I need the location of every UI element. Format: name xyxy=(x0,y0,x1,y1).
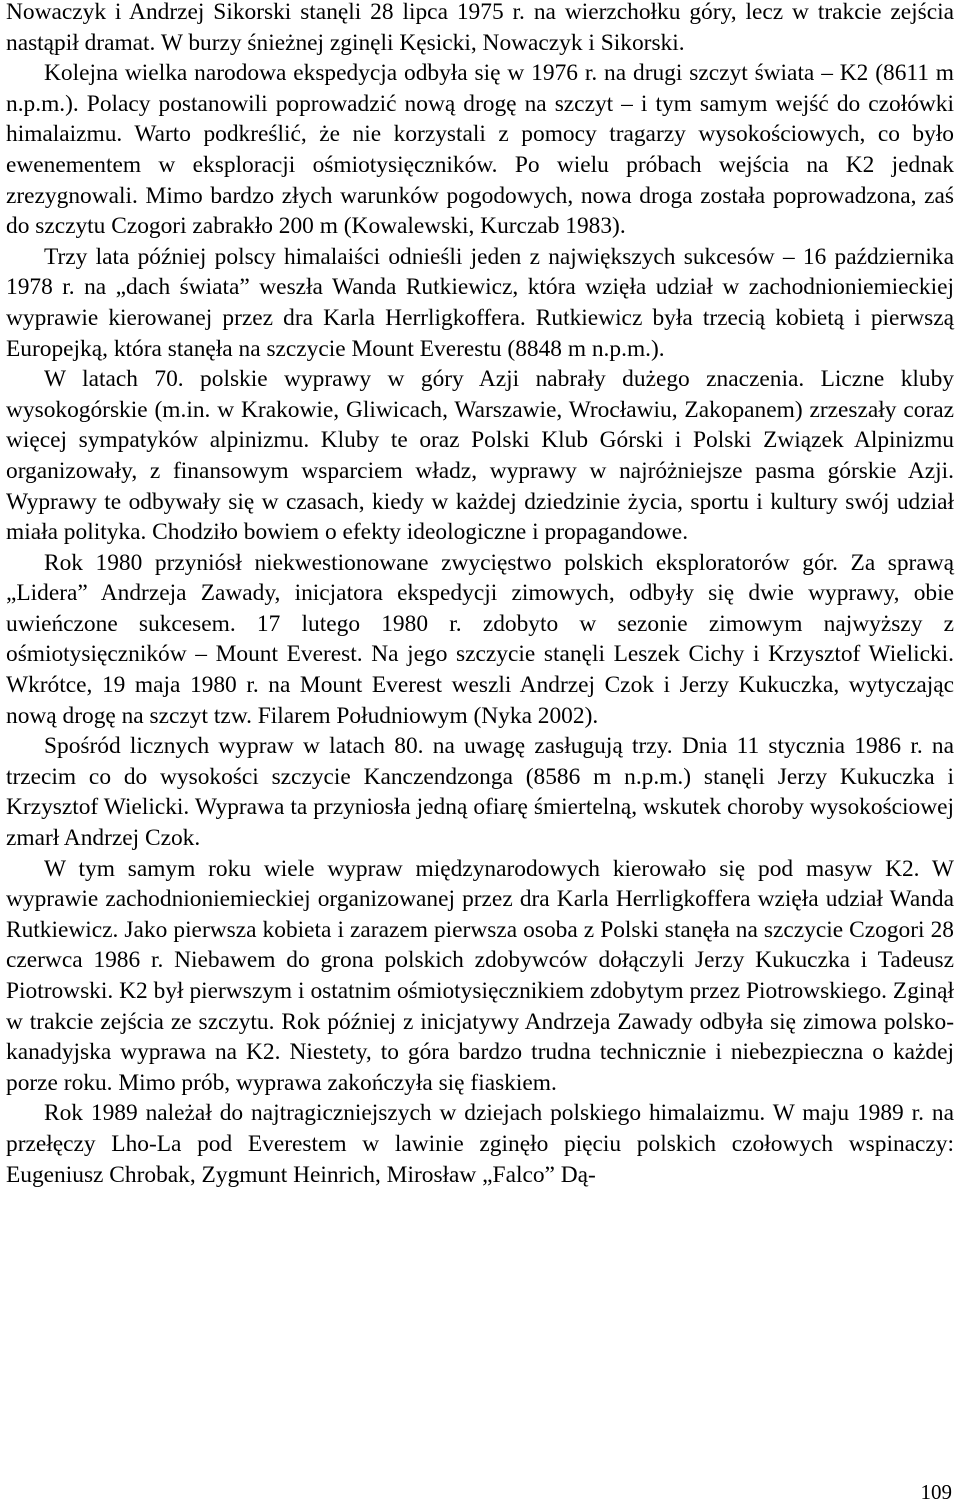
paragraph: Rok 1980 przyniósł niekwestionowane zwycięstwo polskich eksploratorów gór. Za sprawą „Lidera” Andrzeja Zawady, inicjatora ekspedycji zimowych, odbyły się dwie wyprawy, obie uwieńczone sukcesem. 17 lutego 1980 r. zdobyto w sezonie zimowym najwyższy z ośmiotysięczników – Mount Everest. Na jego szczycie stanęli Leszek Cichy i Krzysztof Wielicki. Wkrótce, 19 maja 1980 r. na Mount Everest weszli Andrzej Czok i Jerzy Kukuczka, wytyczając nową drogę na szczyt tzw. Filarem Południowym (Nyka 2002). xyxy=(6,549,954,729)
paragraph: Kolejna wielka narodowa ekspedycja odbyła się w 1976 r. na drugi szczyt świata – K2 (8611 m n.p.m.). Polacy postanowili poprowadzić nową drogę na szczyt – i tym samym wejść do czołówki himalaizmu. Warto podkreślić, że nie korzystali z pomocy tragarzy wysokościowych, co było ewenementem w eksploracji ośmiotysięczników. Po wielu próbach wejścia na K2 jednak zrezygnowali. Mimo bardzo złych warunków pogodowych, nowa droga została poprowadzona, zaś do szczytu Czogori zabrakło 200 m (Kowalewski, Kurczab 1983). xyxy=(6,60,954,240)
paragraph: W latach 70. polskie wyprawy w góry Azji nabrały dużego znaczenia. Liczne kluby wysokogórskie (m.in. w Krakowie, Gliwicach, Warszawie, Wrocławiu, Zakopanem) zrzeszały coraz więcej sympatyków alpinizmu. Kluby te oraz Polski Klub Górski i Polski Związek Alpinizmu organizowały, z finansowym wsparciem władz, wyprawy w najróżniejsze pasma górskie Azji. Wyprawy te odbywały się w czasach, kiedy w każdej dziedzinie życia, sportu i kultury swój udział miała polityka. Chodziło bowiem o efekty ideologiczne i propagandowe. xyxy=(6,366,954,546)
paragraph: Nowaczyk i Andrzej Sikorski stanęli 28 lipca 1975 r. na wierzchołku góry, lecz w trakcie zejścia nastąpił dramat. W burzy śnieżnej zginęli Kęsicki, Nowaczyk i Sikorski. xyxy=(6,0,954,56)
paragraph: Rok 1989 należał do najtragiczniejszych w dziejach polskiego himalaizmu. W maju 1989 r. na przełęczy Lho-La pod Everestem w lawinie zginęło pięciu polskich czołowych wspinaczy: Eugeniusz Chrobak, Zygmunt Heinrich, Mirosław „Falco” Dą- xyxy=(6,1100,954,1188)
paragraph: W tym samym roku wiele wypraw międzynarodowych kierowało się pod masyw K2. W wyprawie zachodnioniemieckiej organizowanej przez dra Karla Herrligkoffera wzięła udział Wanda Rutkiewicz. Jako pierwsza kobieta i zarazem pierwsza osoba z Polski stanęła na szczycie Czogori 28 czerwca 1986 r. Niebawem do grona polskich zdobywców dołączyli Jerzy Kukuczka i Tadeusz Piotrowski. K2 był pierwszym i ostatnim ośmiotysięcznikiem zdobytym przez Piotrowskiego. Zginął w trakcie zejścia ze szczytu. Rok później z inicjatywy Andrzeja Zawady odbyła się zimowa polsko-kanadyjska wyprawa na K2. Niestety, to góra bardzo trudna technicznie i niebezpieczna o każdej porze roku. Mimo prób, wyprawa zakończyła się fiaskiem. xyxy=(6,855,954,1096)
paragraph: Spośród licznych wypraw w latach 80. na uwagę zasługują trzy. Dnia 11 stycznia 1986 r. na trzecim co do wysokości szczycie Kanczendzonga (8586 m n.p.m.) stanęli Jerzy Kukuczka i Krzysztof Wielicki. Wyprawa ta przyniosła jedną ofiarę śmiertelną, wskutek choroby wysokościowej zmarł Andrzej Czok. xyxy=(6,733,954,852)
page-body xyxy=(6,0,954,1190)
paragraph: Trzy lata później polscy himalaiści odnieśli jeden z największych sukcesów – 16 października 1978 r. na „dach świata” weszła Wanda Rutkiewicz, która wzięła udział w zachodnioniemieckiej wyprawie kierowanej przez dra Karla Herrligkoffera. Rutkiewicz była trzecią kobietą i pierwszą Europejką, która stanęła na szczycie Mount Everestu (8848 m n.p.m.). xyxy=(6,243,954,362)
page-number: 109 xyxy=(920,1480,952,1504)
